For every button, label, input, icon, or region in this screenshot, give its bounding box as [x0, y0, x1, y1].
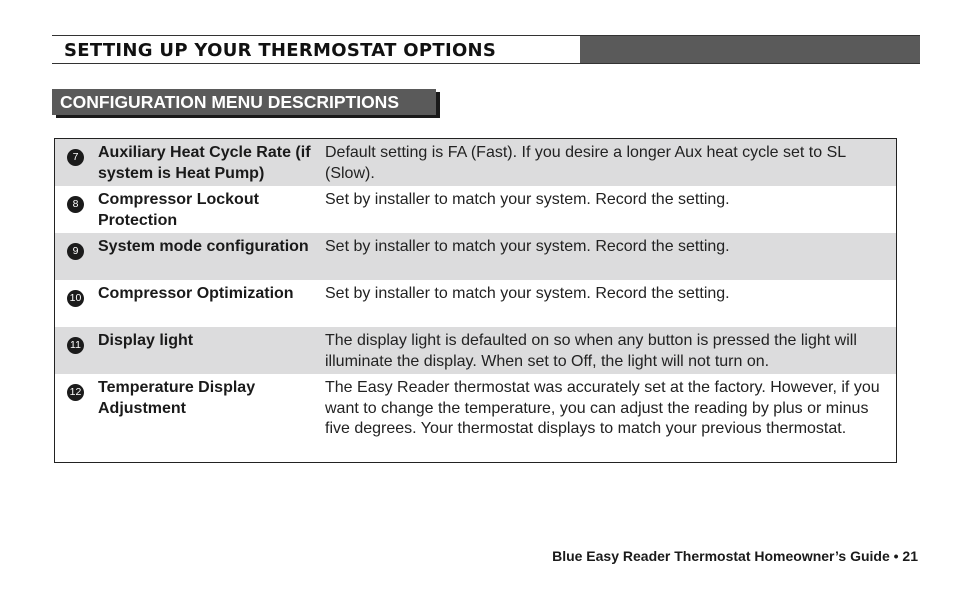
table-row — [55, 233, 896, 280]
step-number-badge: 10 — [67, 290, 84, 307]
row-description: Set by installer to match your system. Record the setting. — [325, 191, 730, 208]
step-number-badge: 9 — [67, 243, 84, 260]
step-number-badge: 12 — [67, 384, 84, 401]
row-description: Default setting is FA (Fast). If you desire a longer Aux heat cycle set to SL (Slow). — [325, 144, 846, 182]
configuration-table — [54, 138, 897, 463]
row-description: The Easy Reader thermostat was accurately set at the factory. However, if you want to change the temperature, you can adjust the reading by plus or minus five degrees. Your thermostat displays to match your previous thermostat. — [325, 379, 880, 437]
header-grey-block — [580, 36, 920, 63]
row-term: Display light — [98, 332, 194, 349]
row-description: Set by installer to match your system. Record the setting. — [325, 285, 730, 302]
table-row — [55, 139, 896, 186]
row-term: Compressor Optimization — [98, 285, 294, 302]
table-row — [55, 374, 896, 462]
step-number-badge: 7 — [67, 149, 84, 166]
step-number-badge: 8 — [67, 196, 84, 213]
table-row — [55, 186, 896, 233]
row-term: System mode configuration — [98, 238, 309, 255]
row-term: Compressor Lockout Protection — [98, 191, 259, 229]
row-description: The display light is defaulted on so when any button is pressed the light will illuminate the display. When set to Off, the light will not turn on. — [325, 332, 857, 370]
section-header-bar — [52, 35, 920, 64]
page-footer: Blue Easy Reader Thermostat Homeowner’s Guide • 21 — [552, 548, 918, 564]
row-term: Auxiliary Heat Cycle Rate (if system is Heat Pump) — [98, 144, 311, 182]
row-term: Temperature Display Adjustment — [98, 379, 256, 417]
table-row — [55, 280, 896, 327]
row-description: Set by installer to match your system. Record the setting. — [325, 238, 730, 255]
step-number-badge: 11 — [67, 337, 84, 354]
table-row — [55, 327, 896, 374]
page-title: SETTING UP YOUR THERMOSTAT OPTIONS — [64, 40, 497, 61]
section-subheading: CONFIGURATION MENU DESCRIPTIONS — [52, 89, 436, 115]
